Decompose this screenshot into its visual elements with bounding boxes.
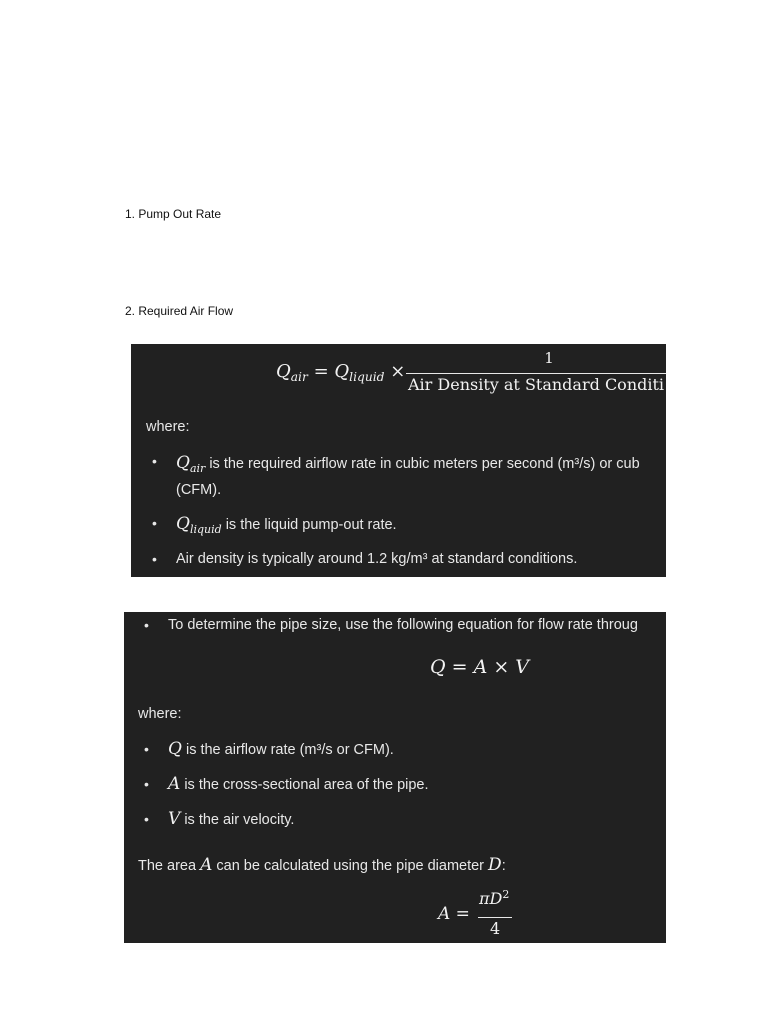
- bullet-airflow-definition: $Q_{air}$ is the required airflow rate in cubic meters per second (m³/s) or cub: [176, 453, 640, 475]
- bullet-dot: •: [152, 515, 157, 531]
- bullet-dot: •: [152, 551, 157, 567]
- flow-equation: Q = A × V: [430, 656, 530, 678]
- bullet-airflow-definition-cont: (CFM).: [176, 482, 222, 498]
- area-equation-numerator: $\pi D^2$: [479, 887, 510, 908]
- heading-required-air-flow: 2. Required Air Flow: [125, 304, 234, 318]
- airflow-equation-panel: [131, 344, 666, 577]
- fraction-bar: [406, 373, 666, 374]
- bullet-liquid-definition: $Q_{liquid}$ is the liquid pump-out rate.: [176, 514, 397, 536]
- area-equation-denominator: 4: [490, 919, 501, 938]
- pipe-size-panel: [124, 612, 666, 943]
- area-equation-lhs: A =: [438, 904, 470, 924]
- bullet-dot: •: [144, 741, 149, 757]
- bullet-q-definition: Q is the airflow rate (m³/s or CFM).: [168, 739, 394, 759]
- bullet-a-definition: A is the cross-sectional area of the pipe.: [168, 774, 429, 794]
- fraction-bar: [478, 917, 512, 918]
- airflow-equation-numerator: 1: [544, 349, 554, 367]
- bullet-air-density: Air density is typically around 1.2 kg/m³ at standard conditions.: [176, 551, 578, 567]
- bullet-dot: •: [152, 453, 157, 469]
- airflow-equation-lhs: $Q_{air} = Q_{liquid}$ ×: [276, 361, 406, 384]
- bullet-dot: •: [144, 811, 149, 827]
- area-explanation: The area A can be calculated using the pipe diameter D:: [138, 855, 506, 875]
- airflow-equation-denominator: Air Density at Standard Conditi: [408, 375, 665, 394]
- bullet-dot: •: [144, 617, 149, 633]
- where-label: where:: [138, 706, 182, 722]
- where-label: where:: [146, 419, 190, 435]
- bullet-dot: •: [144, 776, 149, 792]
- pipe-size-intro: To determine the pipe size, use the following equation for flow rate throug: [168, 617, 638, 633]
- bullet-v-definition: V is the air velocity.: [168, 809, 295, 829]
- heading-pump-out-rate: 1. Pump Out Rate: [125, 207, 222, 221]
